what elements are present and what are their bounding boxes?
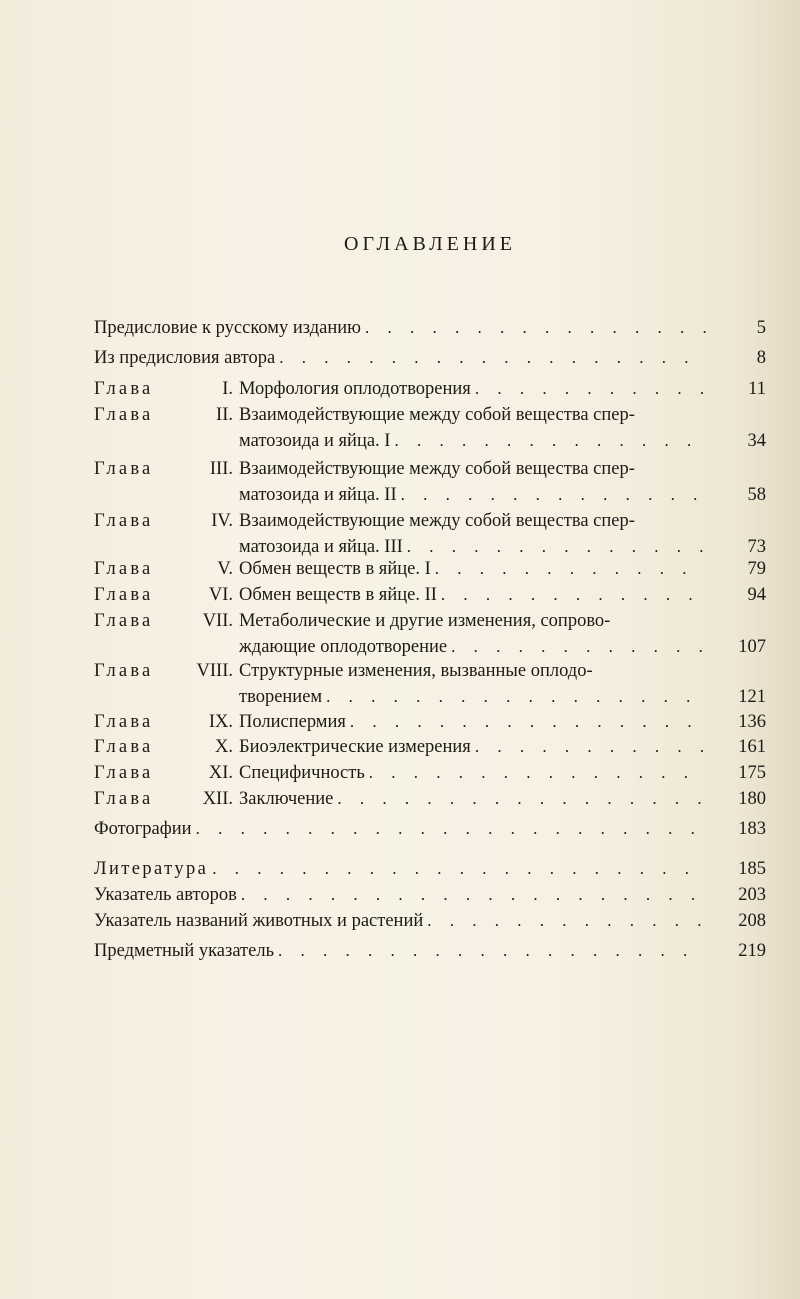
chapter-page: 107: [738, 637, 766, 657]
dot-leader: [326, 684, 706, 710]
chapter-number: XI.: [208, 763, 233, 783]
dot-leader: [196, 816, 706, 842]
chapter-title-line-1: Взаимодействующие между собой вещества спер-: [239, 459, 635, 479]
toc-chapter-2: [94, 402, 766, 454]
chapter-title-line-2: ждающие оплодотворение: [239, 637, 448, 657]
dot-leader: [369, 760, 706, 786]
entry-page: 183: [738, 819, 766, 839]
chapter-title: Полиспермия: [239, 712, 346, 732]
chapter-number: XII.: [202, 789, 233, 809]
entry-page: 185: [738, 859, 766, 879]
dot-leader: [427, 908, 706, 934]
chapter-title-line-2: матозоида и яйца. I: [239, 431, 391, 451]
chapter-number: III.: [209, 459, 233, 479]
toc-entry-author-preface: [94, 345, 766, 371]
toc-entry-literature: [94, 856, 766, 882]
chapter-label: Глава: [94, 712, 154, 732]
toc-chapter-5: [94, 556, 766, 582]
entry-page: 203: [738, 885, 766, 905]
chapter-page: 34: [747, 431, 766, 451]
chapter-label: Глава: [94, 789, 154, 809]
chapter-label: Глава: [94, 511, 154, 531]
entry-title: Предметный указатель: [94, 941, 275, 961]
entry-page: 219: [738, 941, 766, 961]
entry-page: 5: [756, 318, 766, 338]
chapter-label: Глава: [94, 661, 154, 681]
toc-chapter-12: [94, 786, 766, 812]
chapter-page: 175: [738, 763, 766, 783]
toc-title: ОГЛАВЛЕНИЕ: [344, 233, 516, 255]
chapter-label: Глава: [94, 559, 154, 579]
chapter-title-line-1: Структурные изменения, вызванные оплодо-: [239, 661, 593, 681]
toc-chapter-3: [94, 456, 766, 508]
dot-leader: [337, 786, 706, 812]
chapter-number: IV.: [211, 511, 233, 531]
chapter-label: Глава: [94, 763, 154, 783]
entry-title: Из предисловия автора: [94, 348, 276, 368]
toc-entry-species-index: [94, 908, 766, 934]
chapter-label: Глава: [94, 379, 154, 399]
dot-leader: [278, 938, 706, 964]
chapter-title: Биоэлектрические измерения: [239, 737, 471, 757]
chapter-label: Глава: [94, 405, 154, 425]
entry-title: Литература: [94, 859, 209, 879]
dot-leader: [350, 709, 706, 735]
chapter-title-line-2: матозоида и яйца. III: [239, 537, 403, 557]
chapter-title: Заключение: [239, 789, 334, 809]
chapter-page: 180: [738, 789, 766, 809]
dot-leader: [241, 882, 706, 908]
chapter-title-line-1: Взаимодействующие между собой вещества спер-: [239, 405, 635, 425]
chapter-page: 94: [747, 585, 766, 605]
entry-title: Указатель авторов: [94, 885, 237, 905]
chapter-page: 121: [738, 687, 766, 707]
chapter-number: V.: [217, 559, 233, 579]
chapter-title-line-2: матозоида и яйца. II: [239, 485, 397, 505]
chapter-page: 136: [738, 712, 766, 732]
dot-leader: [435, 556, 706, 582]
toc-chapter-11: [94, 760, 766, 786]
chapter-label: Глава: [94, 611, 154, 631]
toc-chapter-9: [94, 709, 766, 735]
chapter-title-line-1: Взаимодействующие между собой вещества спер-: [239, 511, 635, 531]
entry-title: Предисловие к русскому изданию: [94, 318, 361, 338]
entry-title: Указатель названий животных и растений: [94, 911, 424, 931]
chapter-title: Обмен веществ в яйце. I: [239, 559, 431, 579]
toc-entry-subject-index: [94, 938, 766, 964]
chapter-title-line-1: Метаболические и другие изменения, сопрово-: [239, 611, 611, 631]
chapter-label: Глава: [94, 585, 154, 605]
toc-entry-author-index: [94, 882, 766, 908]
chapter-title-line-2: творением: [239, 687, 323, 707]
dot-leader: [394, 428, 706, 454]
toc-chapter-8: [94, 658, 766, 710]
chapter-page: 79: [747, 559, 766, 579]
dot-leader: [451, 634, 706, 660]
chapter-number: X.: [215, 737, 233, 757]
entry-page: 208: [738, 911, 766, 931]
entry-title: Фотографии: [94, 819, 192, 839]
chapter-number: VII.: [202, 611, 233, 631]
chapter-page: 73: [747, 537, 766, 557]
dot-leader: [365, 315, 706, 341]
toc-entry-preface-russian: [94, 315, 766, 341]
dot-leader: [279, 345, 706, 371]
toc-chapter-1: [94, 376, 766, 402]
chapter-number: VIII.: [196, 661, 233, 681]
chapter-page: 11: [748, 379, 766, 399]
chapter-label: Глава: [94, 737, 154, 757]
dot-leader: [475, 734, 706, 760]
chapter-number: II.: [216, 405, 233, 425]
dot-leader: [401, 482, 706, 508]
toc-chapter-6: [94, 582, 766, 608]
chapter-number: VI.: [208, 585, 233, 605]
chapter-page: 161: [738, 737, 766, 757]
chapter-title: Специфичность: [239, 763, 365, 783]
entry-page: 8: [756, 348, 766, 368]
chapter-title: Морфология оплодотворения: [239, 379, 471, 399]
toc-chapter-4: [94, 508, 766, 560]
dot-leader: [212, 856, 706, 882]
toc-entry-photos: [94, 816, 766, 842]
dot-leader: [441, 582, 706, 608]
chapter-number: I.: [222, 379, 233, 399]
chapter-number: IX.: [208, 712, 233, 732]
toc-chapter-10: [94, 734, 766, 760]
toc-chapter-7: [94, 608, 766, 660]
chapter-label: Глава: [94, 459, 154, 479]
chapter-title: Обмен веществ в яйце. II: [239, 585, 437, 605]
dot-leader: [475, 376, 706, 402]
chapter-page: 58: [747, 485, 766, 505]
